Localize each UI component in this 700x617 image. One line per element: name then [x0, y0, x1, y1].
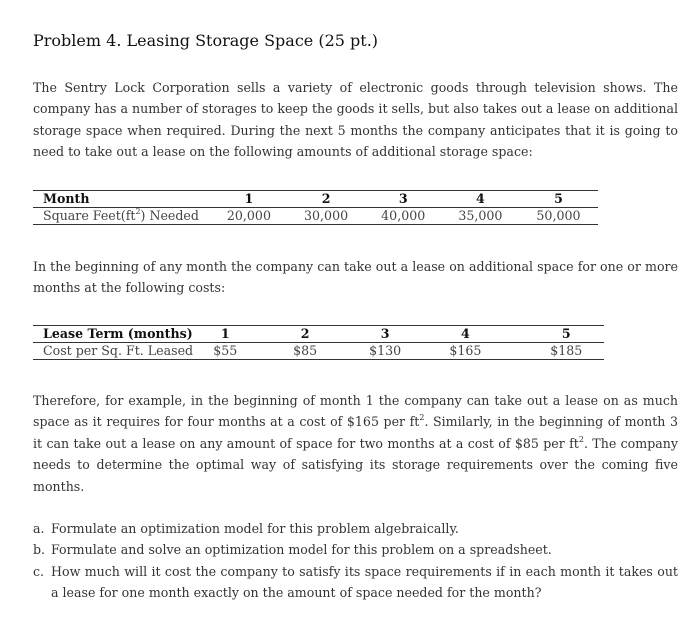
example-text-part: . Similarly, in the beginning of month 3 it can take out a lease on any amount of space for two months at a cost of $85 per ft: [33, 414, 678, 451]
space-needed-table: [33, 190, 598, 225]
question-item: [33, 539, 678, 560]
question-item: [33, 518, 678, 539]
example-exponent: 2: [578, 434, 584, 444]
lease-term-header-label: Lease Term (months): [33, 326, 208, 343]
square-feet-row-label: [33, 208, 210, 225]
example-paragraph: [33, 390, 678, 497]
month-header-cell: 3: [365, 191, 442, 208]
lease-cost-cell: $165: [402, 343, 528, 360]
lease-term-header-cell: 4: [402, 326, 528, 343]
row-label-prefix: Square Feet(ft: [43, 208, 136, 223]
question-text: How much will it cost the company to satisfy its space requirements if in each month it takes out a lease for one month exactly on the amount of space needed for the month?: [51, 563, 678, 601]
intro-paragraph: The Sentry Lock Corporation sells a variety of electronic goods through television shows. The company has a number of storages to keep the goods it sells, but also takes out a lease on additional storage space when required. During the next 5 months the company anticipates that it is going to need to take out a lease on the following amounts of additional storage space:: [33, 80, 678, 160]
lease-cost-cell: $55: [208, 343, 242, 360]
lease-cost-cell: $85: [242, 343, 368, 360]
problem-title: Problem 4. Leasing Storage Space (25 pt.): [33, 31, 379, 50]
month-header-cell: 1: [210, 191, 287, 208]
month-header-cell: 4: [442, 191, 519, 208]
space-value-cell: 50,000: [519, 208, 598, 225]
space-table-header-row: [33, 191, 598, 208]
question-label: a.: [33, 521, 45, 536]
lease-cost-table: [33, 325, 604, 360]
lease-table-header-row: [33, 326, 604, 343]
cost-per-sqft-row-label: Cost per Sq. Ft. Leased: [33, 343, 208, 360]
question-label: c.: [33, 563, 45, 579]
space-value-cell: 35,000: [442, 208, 519, 225]
lease-term-header-cell: 3: [368, 326, 402, 343]
lease-table-cost-row: [33, 343, 604, 360]
lease-cost-cell: $185: [529, 343, 604, 360]
question-item: [33, 561, 678, 604]
lease-term-header-cell: 2: [242, 326, 368, 343]
example-text-part: . The company needs to determine the optimal way of satisfying its storage requirements over the coming five months.: [33, 435, 678, 494]
question-text: Formulate and solve an optimization model for this problem on a spreadsheet.: [51, 542, 552, 558]
month-header-cell: 5: [519, 191, 598, 208]
question-text: Formulate an optimization model for this problem algebraically.: [51, 521, 459, 536]
lease-intro-paragraph: In the beginning of any month the company can take out a lease on additional space for one or more months at the following costs:: [33, 259, 678, 296]
month-header-cell: 2: [288, 191, 365, 208]
example-text-part: Therefore, for example, in the beginning of month 1 the company can take out a lease on as much space as it requires for four months at a cost of $165 per ft: [33, 393, 678, 430]
row-label-exponent: 2: [135, 207, 141, 216]
space-value-cell: 20,000: [210, 208, 287, 225]
space-value-cell: 40,000: [365, 208, 442, 225]
row-label-suffix: ) Needed: [140, 208, 199, 223]
lease-term-header-cell: 5: [529, 326, 604, 343]
question-list: [33, 518, 678, 604]
lease-cost-cell: $130: [369, 343, 402, 358]
space-value-cell: 30,000: [288, 208, 365, 225]
month-header-label: Month: [33, 191, 210, 208]
lease-term-header-cell: 1: [208, 326, 242, 343]
question-label: b.: [33, 542, 46, 558]
example-exponent: 2: [419, 413, 425, 423]
space-table-value-row: [33, 208, 598, 225]
